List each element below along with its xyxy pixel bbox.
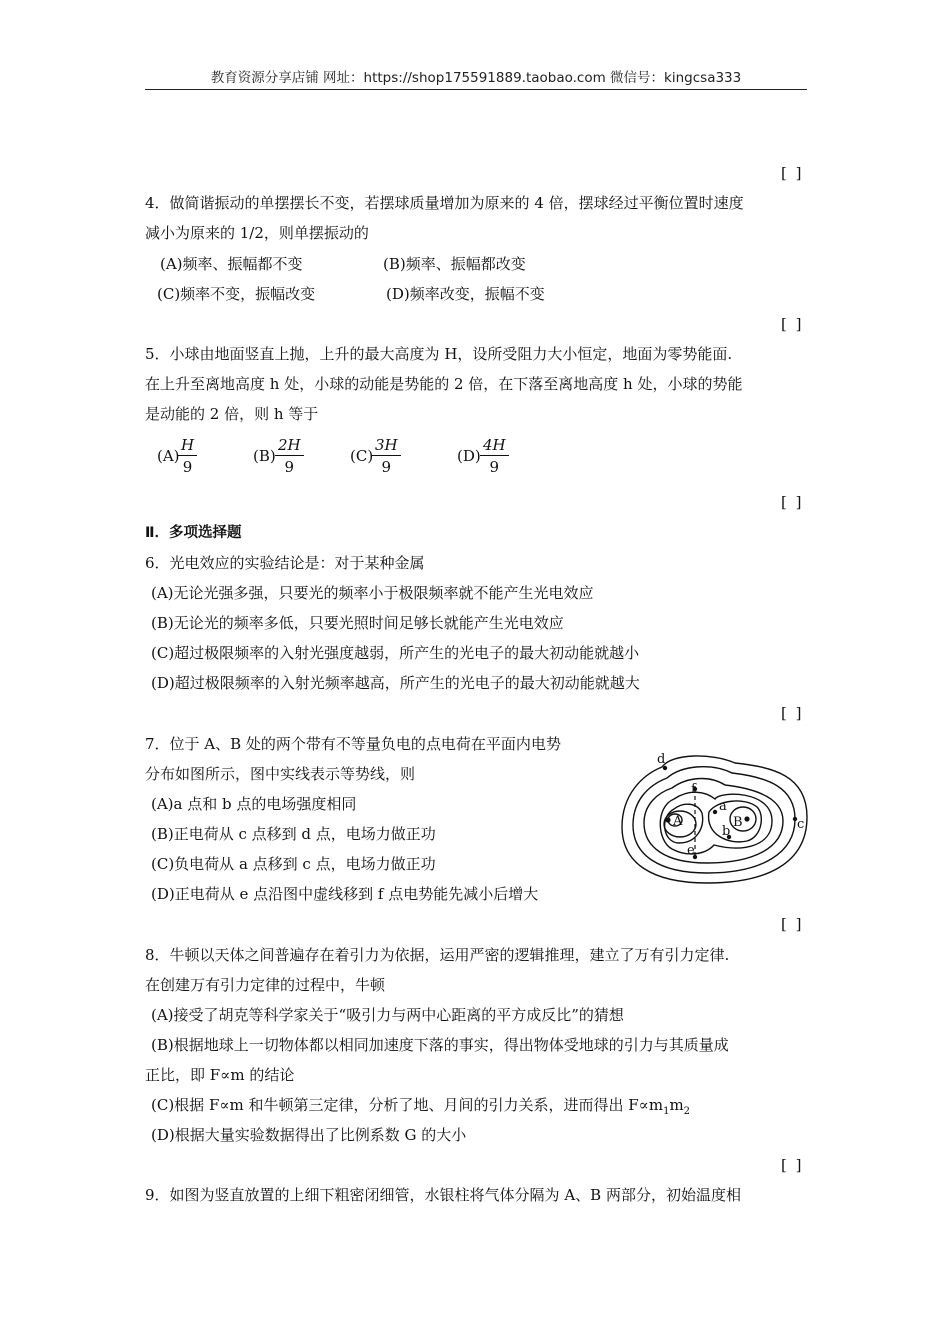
equipotential-line-outer (622, 756, 807, 883)
q5-option-d-fraction (480, 436, 509, 476)
q5-option-d-numerator: 4H (480, 436, 509, 456)
q8-option-c-m2: m (669, 1096, 684, 1114)
page-header: 教育资源分享店铺 网址：https://shop175591889.taobao.com 微信号：kingcsa333 (210, 70, 742, 86)
q4-option-c: (C)频率不变，振幅改变 (157, 285, 316, 303)
q4-stem-line1: 4．做简谐振动的单摆摆长不变，若摆球质量增加为原来的 4 倍，摆球经过平衡位置时速度 (145, 194, 744, 212)
label-B: B (733, 815, 743, 830)
q5-option-b-label: (B) (253, 447, 276, 465)
charge-A-dot (665, 817, 670, 822)
q5-option-c-numerator: 3H (372, 436, 401, 456)
q8-option-b-line2: 正比，即 F∝m 的结论 (145, 1066, 295, 1084)
q4-stem-line2: 减小为原来的 1/2，则单摆振动的 (145, 224, 369, 242)
q7-stem-line1: 7．位于 A、B 处的两个带有不等量负电的点电荷在平面内电势 (145, 735, 561, 753)
q5-option-b-fraction (275, 436, 304, 476)
q5-stem-line3: 是动能的 2 倍，则 h 等于 (145, 405, 319, 423)
q6-option-d: (D)超过极限频率的入射光频率越高，所产生的光电子的最大初动能就越大 (151, 674, 640, 692)
answer-bracket-q3: [ ] (781, 164, 804, 182)
q6-option-c: (C)超过极限频率的入射光强度越弱，所产生的光电子的最大初动能就越小 (151, 644, 640, 662)
q6-stem: 6．光电效应的实验结论是：对于某种金属 (145, 554, 425, 572)
q5-stem-line2: 在上升至离地高度 h 处，小球的动能是势能的 2 倍，在下落至离地高度 h 处，小球的势能 (145, 375, 743, 393)
q5-stem-line1: 5．小球由地面竖直上抛，上升的最大高度为 H，设所受阻力大小恒定，地面为零势能面. (145, 345, 733, 363)
q8-option-a: (A)接受了胡克等科学家关于“吸引力与两中心距离的平方成反比”的猜想 (151, 1006, 624, 1024)
q8-option-c (151, 1095, 690, 1122)
q5-option-c-fraction (372, 436, 401, 476)
label-f: f (691, 782, 696, 797)
q6-option-b: (B)无论光的频率多低，只要光照时间足够长就能产生光电效应 (151, 614, 564, 632)
label-b: b (722, 824, 731, 839)
label-A: A (673, 814, 683, 829)
answer-bracket-q7: [ ] (781, 915, 804, 933)
q7-option-c: (C)负电荷从 a 点移到 c 点，电场力做正功 (151, 855, 436, 873)
q8-option-c-sub2: 2 (683, 1106, 691, 1117)
q8-stem-line2: 在创建万有引力定律的过程中，牛顿 (145, 976, 386, 994)
label-a: a (719, 799, 727, 814)
q5-option-b-denominator: 9 (284, 458, 295, 476)
equipotential-line-2 (633, 767, 795, 873)
section-title: Ⅱ．多项选择题 (145, 525, 242, 541)
q5-option-c-denominator: 9 (381, 458, 392, 476)
equipotential-figure (617, 745, 817, 895)
label-c: c (797, 817, 805, 832)
answer-bracket-q4: [ ] (781, 315, 804, 333)
q7-stem-line2: 分布如图所示，图中实线表示等势线，则 (145, 765, 416, 783)
q8-option-c-text: (C)根据 F∝m 和牛顿第三定律，分析了地、月间的引力关系，进而得出 F∝m (151, 1096, 664, 1114)
q8-option-d: (D)根据大量实验数据得出了比例系数 G 的大小 (151, 1126, 467, 1144)
point-a-dot (713, 810, 717, 814)
q5-option-a-label: (A) (157, 447, 180, 465)
q7-option-b: (B)正电荷从 c 点移到 d 点，电场力做正功 (151, 825, 436, 843)
q4-option-a: (A)频率、振幅都不变 (160, 255, 303, 273)
q4-option-d: (D)频率改变，振幅不变 (386, 285, 545, 303)
q5-option-a-denominator: 9 (182, 458, 193, 476)
charge-B-dot (744, 816, 749, 821)
q4-option-b: (B)频率、振幅都改变 (383, 255, 526, 273)
q5-option-a-fraction (178, 436, 197, 476)
answer-bracket-q5: [ ] (781, 493, 804, 511)
label-d: d (657, 752, 666, 767)
q8-stem-line1: 8．牛顿以天体之间普遍存在着引力为依据，运用严密的逻辑推理，建立了万有引力定律. (145, 946, 730, 964)
q5-option-b-numerator: 2H (275, 436, 304, 456)
answer-bracket-q6: [ ] (781, 704, 804, 722)
q8-option-c-sub1: 1 (663, 1106, 670, 1117)
answer-bracket-q8: [ ] (781, 1156, 804, 1174)
q5-option-d-denominator: 9 (489, 458, 500, 476)
label-e: e (687, 843, 695, 858)
q7-option-a: (A)a 点和 b 点的电场强度相同 (151, 795, 357, 813)
q5-option-d-label: (D) (457, 447, 481, 465)
q5-option-c-label: (C) (350, 447, 374, 465)
q6-option-a: (A)无论光强多强，只要光的频率小于极限频率就不能产生光电效应 (151, 584, 594, 602)
q7-option-d: (D)正电荷从 e 点沿图中虚线移到 f 点电势能先减小后增大 (151, 885, 539, 903)
q8-option-b-line1: (B)根据地球上一切物体都以相同加速度下落的事实，得出物体受地球的引力与其质量成 (151, 1036, 729, 1054)
header-rule (145, 89, 807, 90)
q9-stem-line1: 9．如图为竖直放置的上细下粗密闭细管，水银柱将气体分隔为 A、B 两部分，初始温度相 (145, 1186, 741, 1204)
q5-option-a-numerator: H (178, 436, 197, 456)
